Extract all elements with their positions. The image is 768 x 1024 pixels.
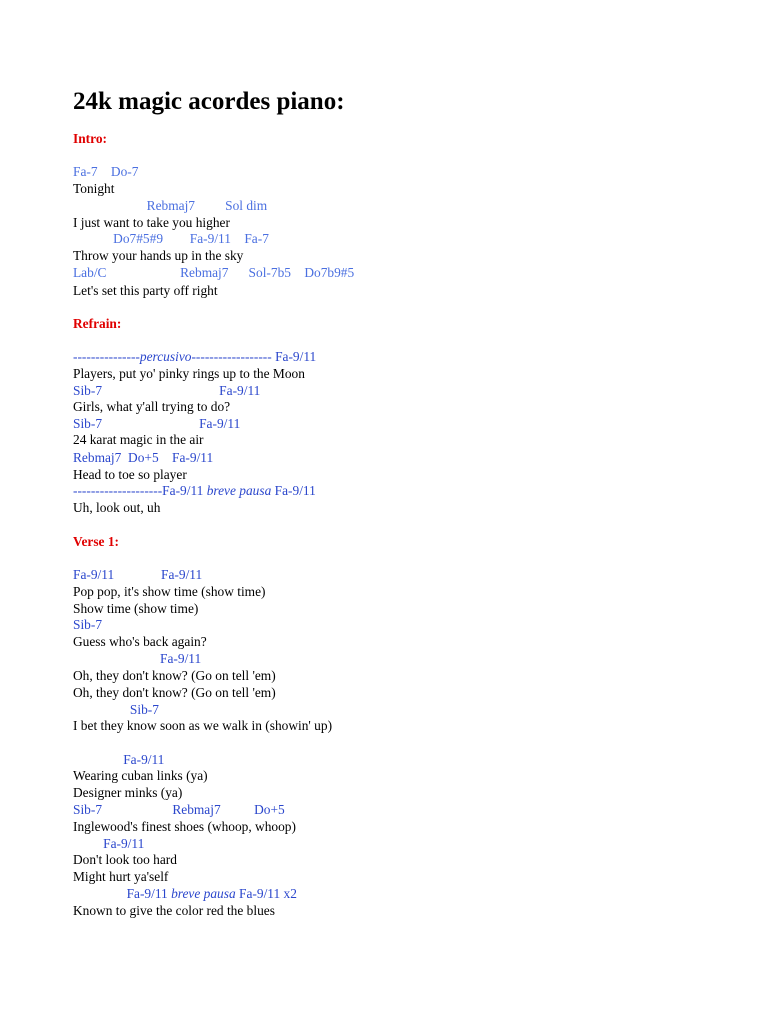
chord-line: Fa-9/11 Fa-9/11 [73, 567, 203, 582]
lyric-line: Oh, they don't know? (Go on tell 'em) [73, 685, 276, 700]
lyric-line: Pop pop, it's show time (show time) [73, 584, 266, 599]
chord-line: Sib-7 Fa-9/11 [73, 383, 261, 398]
lyric-line: Oh, they don't know? (Go on tell 'em) [73, 668, 276, 683]
lyric-line: Known to give the color red the blues [73, 903, 275, 918]
chord-line: Fa-7 Do-7 [73, 164, 139, 179]
section-heading-refrain: Refrain: [73, 316, 122, 331]
lyric-line: Uh, look out, uh [73, 500, 161, 515]
chord-line: Sib-7 [73, 702, 159, 717]
percusivo-label: percusivo [139, 349, 192, 364]
lyric-line: Inglewood's finest shoes (whoop, whoop) [73, 819, 296, 834]
section-heading-verse-1: Verse 1: [73, 534, 119, 549]
chord-line: Rebmaj7 Do+5 Fa-9/11 [73, 450, 214, 465]
lyric-line: Head to toe so player [73, 467, 187, 482]
chord-line: Rebmaj7 Sol dim [73, 198, 268, 213]
dashes: --------------- [73, 349, 140, 364]
chord-line-pause [73, 483, 316, 499]
breve-pausa-label: breve pausa [171, 886, 236, 901]
chord-line: Fa-9/11 [73, 752, 165, 767]
chord: Fa-9/11 x2 [235, 886, 297, 901]
lyric-line: Players, put yo' pinky rings up to the Moon [73, 366, 305, 381]
lyric-line: Throw your hands up in the sky [73, 248, 244, 263]
lyric-line: I bet they know soon as we walk in (showin' up) [73, 718, 333, 733]
section-heading-intro: Intro: [73, 131, 107, 146]
chord-line: Fa-9/11 [73, 836, 145, 851]
dashes-chord: --------------------Fa-9/11 [73, 483, 207, 498]
chord-line: Lab/C Rebmaj7 Sol-7b5 Do7b9#5 [73, 265, 355, 280]
dashes-chord: ------------------ Fa-9/11 [191, 349, 317, 364]
lyric-line: Designer minks (ya) [73, 785, 183, 800]
chord-line: Sib-7 [73, 617, 103, 632]
lyric-line: Wearing cuban links (ya) [73, 768, 208, 783]
lyric-line: Girls, what y'all trying to do? [73, 399, 231, 414]
lyric-line: Show time (show time) [73, 601, 199, 616]
chord-line: Do7#5#9 Fa-9/11 Fa-7 [73, 231, 269, 246]
breve-pausa-label: breve pausa [206, 483, 272, 498]
chord-line-percusivo [73, 349, 316, 365]
lyric-line: Let's set this party off right [73, 283, 218, 298]
lyric-line: 24 karat magic in the air [73, 432, 204, 447]
chord-line-pause [73, 886, 297, 902]
lyric-line: Tonight [73, 181, 115, 196]
chord-line: Sib-7 Fa-9/11 [73, 416, 241, 431]
lyric-line: Don't look too hard [73, 852, 177, 867]
page-title: 24k magic acordes piano: [73, 88, 345, 115]
lyric-line: Might hurt ya'self [73, 869, 169, 884]
lyric-line: Guess who's back again? [73, 634, 207, 649]
chord-line: Sib-7 Rebmaj7 Do+5 [73, 802, 285, 817]
chord: Fa-9/11 [271, 483, 316, 498]
chord-line: Fa-9/11 [73, 651, 202, 666]
chord: Fa-9/11 [73, 886, 172, 901]
lyric-line: I just want to take you higher [73, 215, 230, 230]
